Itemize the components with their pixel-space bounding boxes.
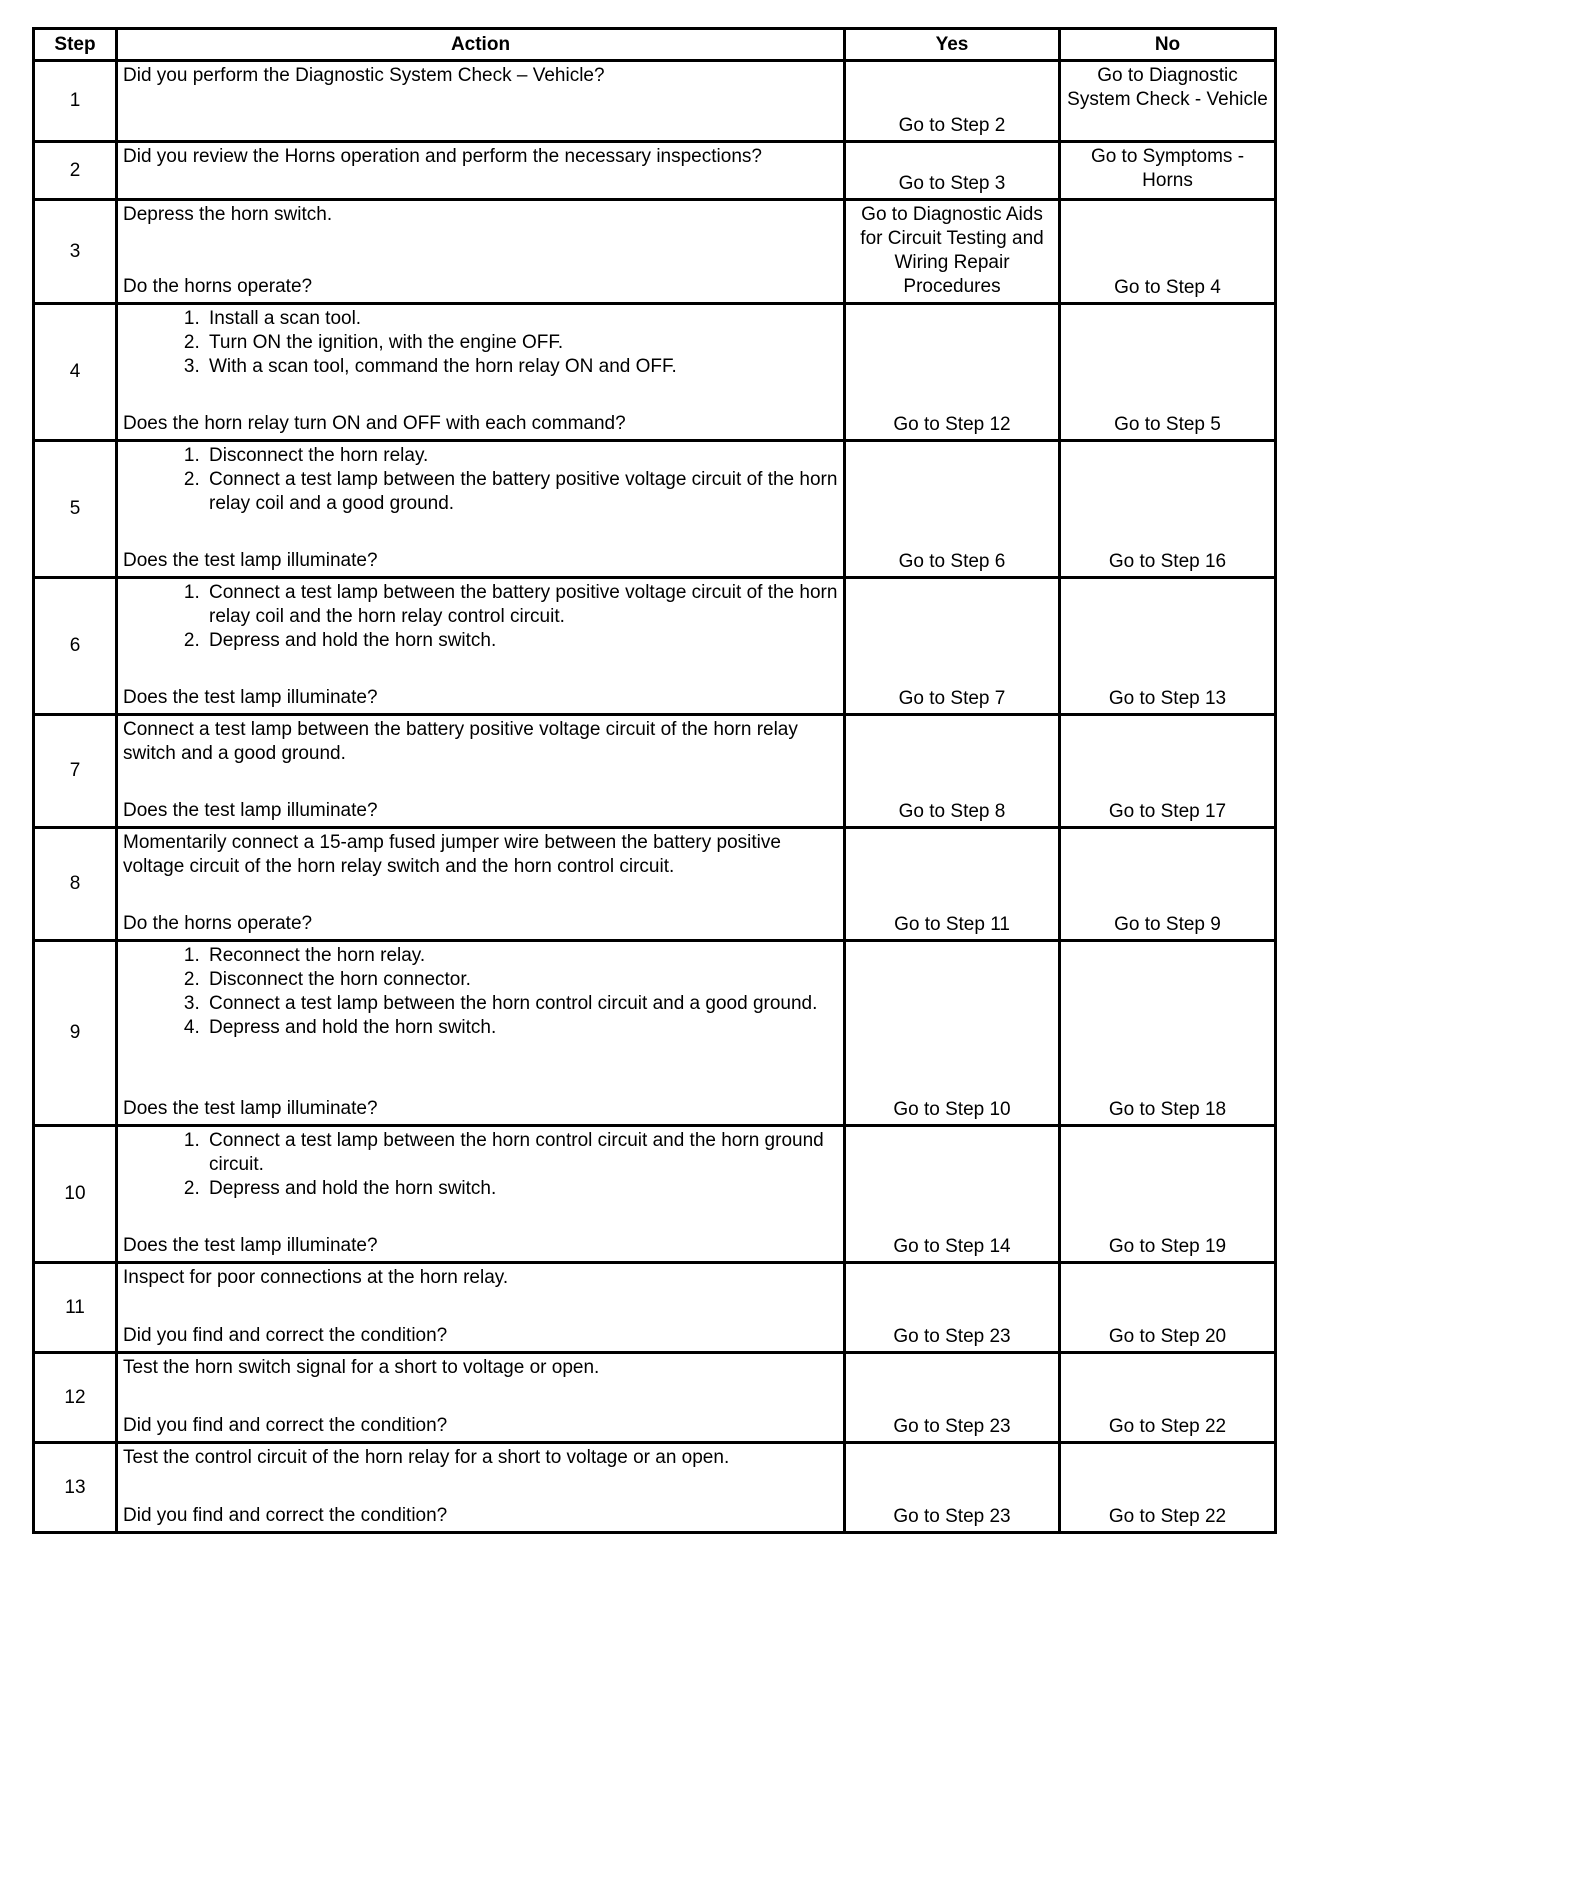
yes-result: Go to Step 7 <box>845 578 1060 715</box>
step-number: 8 <box>34 828 117 941</box>
action-step-item: 1. Disconnect the horn relay. <box>205 444 839 468</box>
action-cell <box>117 941 845 1126</box>
no-result: Go to Diagnostic System Check - Vehicle <box>1060 61 1276 142</box>
action-question: Does the test lamp illuminate? <box>123 1098 378 1119</box>
action-step-item: 1. Reconnect the horn relay. <box>205 944 839 968</box>
step-number: 3 <box>34 200 117 304</box>
yes-result: Go to Step 14 <box>845 1126 1060 1263</box>
action-question: Does the test lamp illuminate? <box>123 550 378 571</box>
yes-result: Go to Step 2 <box>845 61 1060 142</box>
action-cell <box>117 304 845 441</box>
action-step-item: 2. Depress and hold the horn switch. <box>205 1177 839 1201</box>
action-step-item: 1. Connect a test lamp between the horn control circuit and the horn ground circuit. <box>205 1129 839 1177</box>
action-question: Did you find and correct the condition? <box>123 1325 448 1346</box>
action-step-item: 3. Connect a test lamp between the horn control circuit and a good ground. <box>205 992 839 1016</box>
table-row <box>34 828 1276 941</box>
table-row <box>34 1443 1276 1533</box>
table-row <box>34 441 1276 578</box>
action-step-item: 2. Depress and hold the horn switch. <box>205 629 839 653</box>
step-number: 11 <box>34 1263 117 1353</box>
action-cell <box>117 1126 845 1263</box>
step-number: 4 <box>34 304 117 441</box>
yes-result: Go to Step 10 <box>845 941 1060 1126</box>
table-row <box>34 941 1276 1126</box>
action-question: Do the horns operate? <box>123 913 313 934</box>
table-row <box>34 304 1276 441</box>
yes-result: Go to Step 12 <box>845 304 1060 441</box>
action-step-item: 4. Depress and hold the horn switch. <box>205 1016 839 1040</box>
no-result: Go to Step 4 <box>1060 200 1276 304</box>
yes-result: Go to Step 3 <box>845 142 1060 200</box>
action-text: Connect a test lamp between the battery positive voltage circuit of the horn relay switch and a good ground. <box>123 719 798 764</box>
action-text: Did you review the Horns operation and perform the necessary inspections? <box>123 146 762 167</box>
no-result: Go to Step 18 <box>1060 941 1276 1126</box>
action-text: Test the horn switch signal for a short to voltage or open. <box>123 1357 600 1378</box>
action-steps <box>123 1129 839 1201</box>
header-yes: Yes <box>845 29 1060 61</box>
action-question: Does the horn relay turn ON and OFF with each command? <box>123 413 626 434</box>
action-question: Does the test lamp illuminate? <box>123 800 378 821</box>
step-number: 13 <box>34 1443 117 1533</box>
step-number: 9 <box>34 941 117 1126</box>
no-result: Go to Step 20 <box>1060 1263 1276 1353</box>
yes-result: Go to Step 8 <box>845 715 1060 828</box>
action-step-item: 2. Connect a test lamp between the battery positive voltage circuit of the horn relay coil and a good ground. <box>205 468 839 516</box>
action-text: Test the control circuit of the horn relay for a short to voltage or an open. <box>123 1447 730 1468</box>
action-cell <box>117 441 845 578</box>
action-question: Did you find and correct the condition? <box>123 1415 448 1436</box>
step-number: 5 <box>34 441 117 578</box>
action-steps <box>123 444 839 516</box>
action-text: Momentarily connect a 15-amp fused jumper wire between the battery positive voltage circuit of the horn relay switch and the horn control circuit. <box>123 832 781 877</box>
table-row <box>34 1263 1276 1353</box>
action-cell <box>117 828 845 941</box>
action-cell <box>117 1443 845 1533</box>
yes-result: Go to Step 6 <box>845 441 1060 578</box>
action-cell <box>117 1353 845 1443</box>
action-steps <box>123 581 839 653</box>
action-cell <box>117 578 845 715</box>
no-result: Go to Step 19 <box>1060 1126 1276 1263</box>
no-result: Go to Step 5 <box>1060 304 1276 441</box>
table-row <box>34 142 1276 200</box>
yes-result: Go to Step 11 <box>845 828 1060 941</box>
action-text: Inspect for poor connections at the horn relay. <box>123 1267 509 1288</box>
step-number: 10 <box>34 1126 117 1263</box>
yes-result: Go to Step 23 <box>845 1263 1060 1353</box>
header-action: Action <box>117 29 845 61</box>
no-result: Go to Step 22 <box>1060 1353 1276 1443</box>
table-row <box>34 200 1276 304</box>
action-cell <box>117 1263 845 1353</box>
action-cell <box>117 200 845 304</box>
action-step-item: 1. Connect a test lamp between the battery positive voltage circuit of the horn relay coil and the horn relay control circuit. <box>205 581 839 629</box>
action-steps <box>123 944 839 1040</box>
action-question: Do the horns operate? <box>123 276 313 297</box>
step-number: 12 <box>34 1353 117 1443</box>
step-number: 1 <box>34 61 117 142</box>
no-result: Go to Step 13 <box>1060 578 1276 715</box>
no-result: Go to Symptoms - Horns <box>1060 142 1276 200</box>
action-step-item: 2. Disconnect the horn connector. <box>205 968 839 992</box>
yes-result: Go to Step 23 <box>845 1353 1060 1443</box>
action-steps <box>123 307 839 379</box>
action-cell <box>117 715 845 828</box>
action-question: Does the test lamp illuminate? <box>123 687 378 708</box>
no-result: Go to Step 17 <box>1060 715 1276 828</box>
action-text: Depress the horn switch. <box>123 204 333 225</box>
action-step-item: 1. Install a scan tool. <box>205 307 839 331</box>
diagnostic-table <box>32 27 1277 1534</box>
yes-result: Go to Diagnostic Aids for Circuit Testing and Wiring Repair Procedures <box>845 200 1060 304</box>
action-step-item: 3. With a scan tool, command the horn relay ON and OFF. <box>205 355 839 379</box>
step-number: 7 <box>34 715 117 828</box>
no-result: Go to Step 9 <box>1060 828 1276 941</box>
yes-result: Go to Step 23 <box>845 1443 1060 1533</box>
table-row <box>34 1126 1276 1263</box>
step-number: 6 <box>34 578 117 715</box>
table-row <box>34 61 1276 142</box>
table-row <box>34 578 1276 715</box>
action-cell <box>117 61 845 142</box>
no-result: Go to Step 22 <box>1060 1443 1276 1533</box>
action-step-item: 2. Turn ON the ignition, with the engine OFF. <box>205 331 839 355</box>
table-row <box>34 715 1276 828</box>
header-row <box>34 29 1276 61</box>
action-question: Did you find and correct the condition? <box>123 1505 448 1526</box>
no-result: Go to Step 16 <box>1060 441 1276 578</box>
action-text: Did you perform the Diagnostic System Check – Vehicle? <box>123 65 605 86</box>
action-cell <box>117 142 845 200</box>
table-row <box>34 1353 1276 1443</box>
action-question: Does the test lamp illuminate? <box>123 1235 378 1256</box>
header-step: Step <box>34 29 117 61</box>
header-no: No <box>1060 29 1276 61</box>
step-number: 2 <box>34 142 117 200</box>
